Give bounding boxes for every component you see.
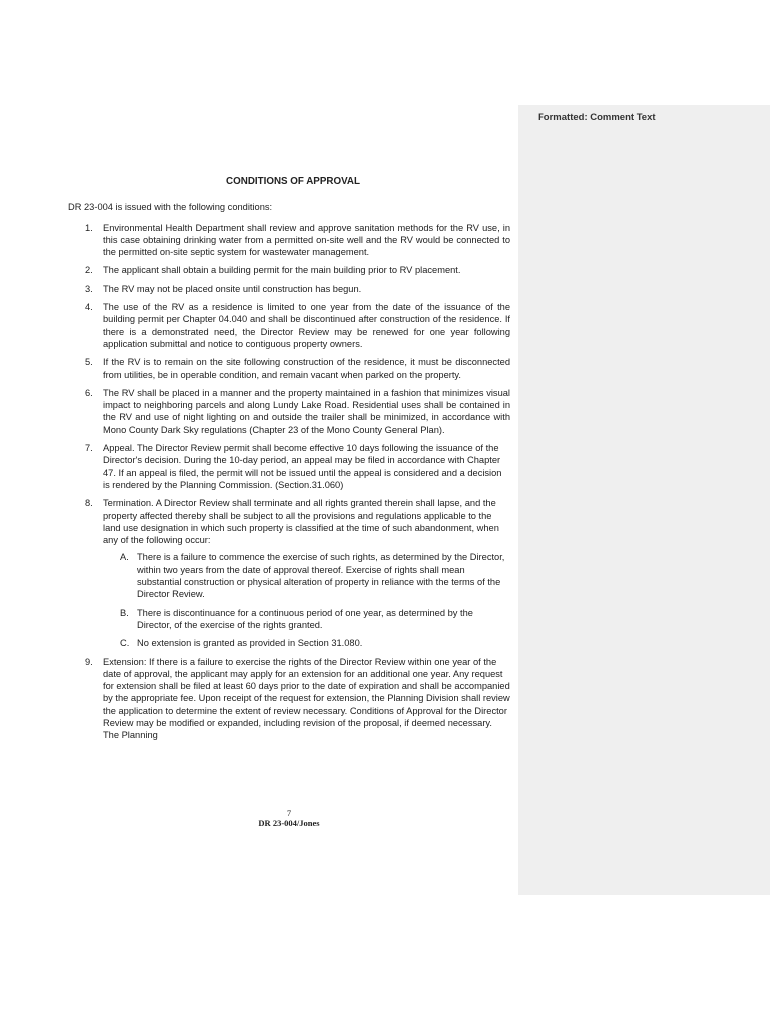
condition-text: Extension: If there is a failure to exercise the rights of the Director Review within one year of the date of approval, the applicant may apply for an extension for an additional one year. Any request for extension shall be filed at least 60 days prior to the date of expiration and shall be accompanied by the appropriate fee. Upon receipt of the request for extension, the Planning Division shall review the application to determine the extent of review necessary. Conditions of Approval for the Director Review may be modified or expanded, including revision of the proposal, if deemed necessary. The Planning [103, 656, 510, 741]
termination-letter: A. [120, 552, 129, 563]
termination-item [103, 551, 510, 600]
document-intro: DR 23-004 is issued with the following conditions: [68, 202, 273, 213]
condition-text: Termination. A Director Review shall terminate and all rights granted therein shall lapse, and the property affected thereby shall be subject to all the provisions and regulations applicable to the land use designation in which such property is classified at the time of such abandonment, when any of the following occur: [103, 498, 499, 546]
condition-text: Environmental Health Department shall review and approve sanitation methods for the RV use, in this case obtaining drinking water from a permitted on-site well and the RV would be connected to the permitted on-site septic system for wastewater management. [103, 222, 510, 258]
condition-item [68, 442, 510, 491]
condition-item [68, 222, 510, 259]
document-page [68, 176, 510, 748]
comment-label: Formatted: Comment Text [538, 112, 656, 123]
termination-text: There is a failure to commence the exercise of such rights, as determined by the Director, within two years from the date of approval thereof. Exercise of rights shall mean substantial construction or physical alteration of property in reliance with the terms of the Director Review. [137, 552, 505, 600]
condition-text: The RV shall be placed in a manner and the property maintained in a fashion that minimizes visual impact to neighboring parcels and along Lundy Lake Road. Residential uses shall be contained in the RV and use of night lighting on and outside the trailer shall be minimized, in accordance with Mono County Dark Sky regulations (Chapter 23 of the Mono County General Plan). [103, 387, 510, 435]
condition-item [68, 283, 510, 295]
condition-text: If the RV is to remain on the site following construction of the residence, it must be disconnected from utilities, be in operable condition, and remain vacant when parked on the property. [103, 357, 510, 380]
termination-item [103, 637, 510, 649]
condition-item [68, 497, 510, 649]
condition-number: 1. [85, 222, 93, 233]
condition-number: 8. [85, 498, 93, 509]
condition-item [68, 301, 510, 350]
condition-number: 9. [85, 656, 93, 667]
termination-item [103, 607, 510, 632]
condition-number: 5. [85, 357, 93, 368]
condition-item [68, 264, 510, 276]
condition-text: The use of the RV as a residence is limited to one year from the date of the issuance of the building permit per Chapter 04.040 and shall be discontinued after construction of the residence. If there is a demonstrated need, the Director Review may be renewed for one year following application submittal and notice to contiguous property owners. [103, 302, 510, 349]
page-footer [68, 808, 510, 828]
condition-number: 4. [85, 302, 93, 313]
condition-text: The applicant shall obtain a building permit for the main building prior to RV placement. [103, 265, 461, 276]
condition-item [68, 356, 510, 381]
footer-doc-id: DR 23-004/Jones [258, 818, 320, 828]
termination-list [103, 551, 510, 649]
condition-text: The RV may not be placed onsite until construction has begun. [103, 283, 362, 294]
termination-letter: B. [120, 607, 129, 618]
condition-number: 6. [85, 387, 93, 398]
condition-item [68, 387, 510, 436]
termination-text: There is discontinuance for a continuous period of one year, as determined by the Director, of the exercise of the rights granted. [137, 607, 473, 630]
condition-number: 7. [85, 443, 93, 454]
comment-pane [518, 105, 770, 895]
termination-letter: C. [120, 638, 130, 649]
document-title: CONDITIONS OF APPROVAL [226, 176, 360, 187]
condition-item [68, 656, 510, 742]
conditions-list [68, 222, 510, 742]
condition-text: Appeal. The Director Review permit shall become effective 10 days following the issuance of the Director's decision. During the 10-day period, an appeal may be filed in accordance with Chapter 47. If an appeal is filed, the permit will not be issued until the appeal is considered and a decision is rendered by the Planning Commission. (Section.31.060) [103, 443, 502, 490]
termination-text: No extension is granted as provided in Section 31.080. [137, 638, 363, 649]
condition-number: 3. [85, 283, 93, 294]
condition-number: 2. [85, 265, 93, 276]
page-number: 7 [286, 808, 292, 818]
